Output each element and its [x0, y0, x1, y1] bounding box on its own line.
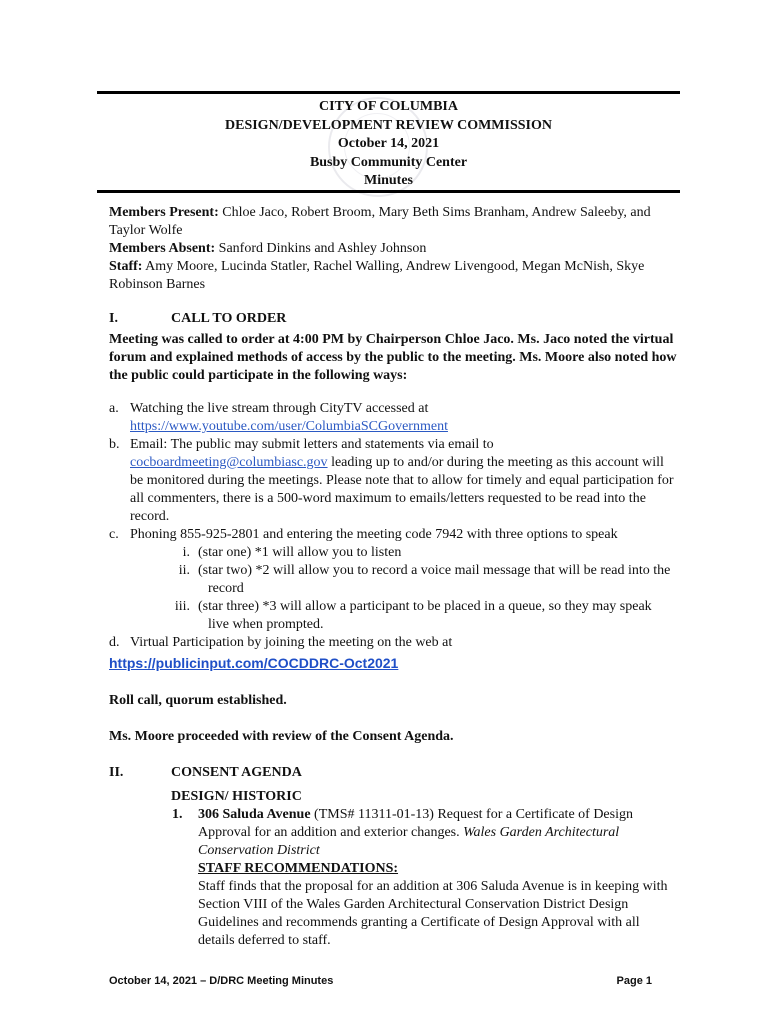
members-present-text: Chloe Jaco, Robert Broom, Mary Beth Sims Branham, Andrew Saleeby, and Taylor Wolfe — [109, 205, 651, 238]
list-item-text: Watching the live stream through CityTV accessed at — [130, 401, 429, 416]
agenda-item-number: 1. — [172, 807, 183, 822]
list-marker: a. — [109, 401, 119, 416]
list-marker: c. — [109, 527, 119, 542]
document-header — [97, 98, 680, 191]
sub-list-text: (star three) *3 will allow a participant to be placed in a queue, so they may speak — [198, 599, 652, 614]
sub-list-text-continued: record — [208, 581, 244, 596]
agenda-item — [172, 806, 679, 950]
header-city: CITY OF COLUMBIA — [319, 99, 458, 114]
header-location: Busby Community Center — [309, 154, 468, 170]
participation-list — [109, 400, 679, 674]
footer-title: October 14, 2021 – D/DRC Meeting Minutes — [109, 975, 334, 987]
agenda-item-district: Wales Garden Architectural Conservation District — [198, 825, 620, 858]
youtube-link[interactable]: https://www.youtube.com/user/ColumbiaSCGovernment — [130, 419, 448, 434]
members-present-label: Members Present: — [109, 205, 219, 220]
list-item-text: Phoning 855-925-2801 and entering the meeting code 7942 with three options to speak — [130, 527, 618, 542]
subsection-heading: DESIGN/ HISTORIC — [171, 789, 302, 804]
agenda-item-address: 306 Saluda Avenue — [198, 807, 311, 822]
members-absent — [109, 240, 679, 258]
sub-list-text: (star two) *2 will allow you to record a voice mail message that will be read into the — [198, 563, 671, 578]
list-marker: d. — [109, 635, 120, 650]
section-title: CALL TO ORDER — [171, 311, 287, 326]
email-link[interactable]: cocboardmeeting@columbiasc.gov — [130, 455, 328, 470]
list-item — [109, 436, 679, 526]
roll-call-note: Roll call, quorum established. — [109, 693, 287, 708]
header-doc-type: Minutes — [364, 173, 413, 188]
list-item-text-continued: leading up to and/or during the meeting as this account will be monitored during the meetings. Please note that to allow for timely and equal participation for all commenters, there is a 500-word maximum to emails/letters requested to be read into the record. — [130, 455, 674, 524]
page-number: Page 1 — [616, 975, 652, 987]
section-number: I. — [109, 311, 118, 326]
consent-agenda-note: Ms. Moore proceeded with review of the Consent Agenda. — [109, 729, 454, 744]
section-number: II. — [109, 765, 124, 780]
sub-list-item — [149, 598, 679, 634]
list-item — [109, 526, 679, 544]
staff-recommendations-label: STAFF RECOMMENDATIONS: — [198, 861, 399, 876]
sub-list-marker: ii. — [178, 563, 190, 578]
section-call-to-order-heading — [109, 310, 679, 328]
section-consent-agenda-heading — [109, 764, 679, 782]
members-present — [109, 204, 679, 240]
staff-label: Staff: — [109, 259, 143, 274]
list-item — [109, 400, 679, 436]
page-footer — [109, 975, 652, 987]
sub-list-text-continued: live when prompted. — [208, 617, 324, 632]
sub-list-item — [149, 544, 679, 562]
sub-list-text: (star one) *1 will allow you to listen — [198, 545, 402, 560]
section-title: CONSENT AGENDA — [171, 765, 302, 780]
sub-list-item — [149, 562, 679, 598]
members-absent-label: Members Absent: — [109, 241, 216, 256]
list-item-text: Email: The public may submit letters and statements via email to — [130, 437, 494, 452]
sub-list-marker: i. — [182, 545, 190, 560]
sub-list-marker: iii. — [174, 599, 190, 614]
staff-text: Amy Moore, Lucinda Statler, Rachel Walling, Andrew Livengood, Megan McNish, Skye Robinson Barnes — [109, 259, 645, 292]
header-bottom-rule — [97, 190, 680, 193]
publicinput-link[interactable]: https://publicinput.com/COCDDRC-Oct2021 — [109, 655, 399, 671]
staff-recommendations-text: Staff finds that the proposal for an addition at 306 Saluda Avenue is in keeping with Section VIII of the Wales Garden Architectural Conservation District Design Guidelines and recommends granting a Certificate of Design Approval with all details deferred to staff. — [198, 879, 668, 948]
header-commission: DESIGN/DEVELOPMENT REVIEW COMMISSION — [225, 117, 552, 133]
list-item — [109, 634, 679, 652]
header-top-rule — [97, 91, 680, 94]
call-to-order-intro: Meeting was called to order at 4:00 PM by Chairperson Chloe Jaco. Ms. Jaco noted the virtual forum and explained methods of access by the public to the meeting. Ms. Moore also noted how the public could participate in the following ways: — [109, 332, 677, 383]
agenda-item-description: (TMS# 11311-01-13) Request for a Certificate of Design Approval for an addition and exterior changes. — [198, 807, 633, 840]
staff-list — [109, 258, 679, 294]
minutes-body — [109, 204, 679, 950]
list-item-text: Virtual Participation by joining the meeting on the web at — [130, 635, 453, 650]
members-absent-text: Sanford Dinkins and Ashley Johnson — [215, 241, 427, 256]
list-marker: b. — [109, 437, 120, 452]
header-date: October 14, 2021 — [337, 136, 440, 151]
